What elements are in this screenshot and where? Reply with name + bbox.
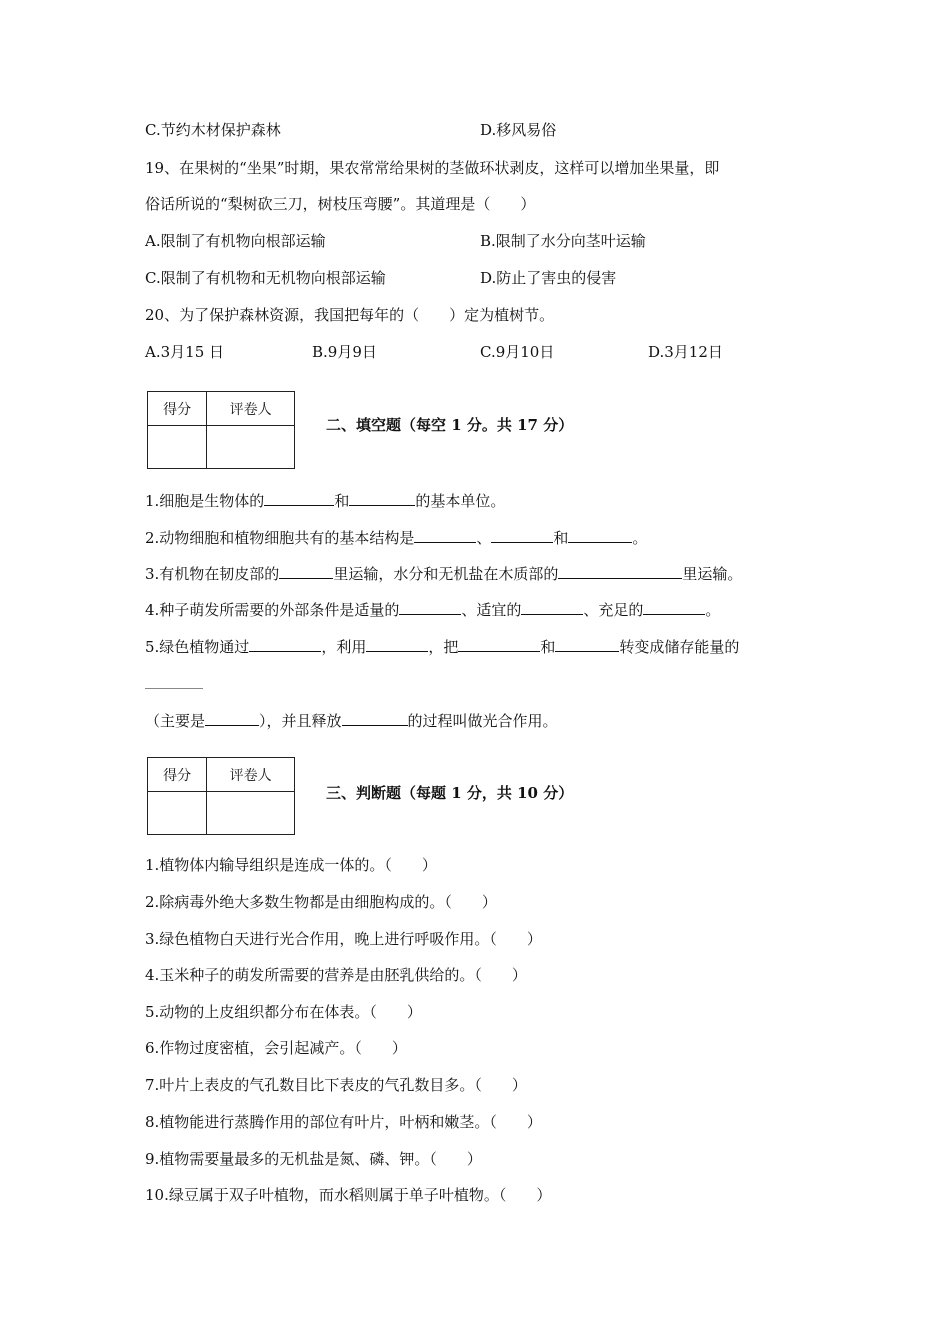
fill-q4-text-c: 、充足的 xyxy=(583,601,644,619)
grader-cell xyxy=(207,426,295,469)
judge-item-1: 1.植物体内输导组织是连成一体的。（ ） xyxy=(145,856,437,874)
fill-q5-text-f: （主要是 xyxy=(145,712,206,730)
fill-q5-text-c: ，把 xyxy=(428,638,459,656)
judge-item-2: 2.除病毒外绝大多数生物都是由细胞构成的。（ ） xyxy=(145,893,497,911)
fill-q2 xyxy=(145,526,647,548)
fill-blank xyxy=(399,598,461,615)
fill-q5-text-g: ），并且释放 xyxy=(259,712,342,730)
section3-title: 三、判断题（每题 1 分，共 10 分） xyxy=(326,784,574,802)
q19-option-b: B.限制了水分向茎叶运输 xyxy=(480,232,646,250)
q19-stem-line2: 俗话所说的“梨树砍三刀，树枝压弯腰”。其道理是（ ） xyxy=(145,195,536,213)
judge-item-4: 4.玉米种子的萌发所需要的营养是由胚乳供给的。（ ） xyxy=(145,966,527,984)
fill-q5-line2 xyxy=(145,709,558,731)
fill-q3-text-c: 里运输。 xyxy=(682,565,743,583)
fill-blank xyxy=(555,635,619,652)
q20-stem: 20、为了保护森林资源，我国把每年的（ ）定为植树节。 xyxy=(145,306,555,324)
q19-option-a: A.限制了有机物向根部运输 xyxy=(145,232,326,250)
fill-q5-text-d: 和 xyxy=(540,638,556,656)
judge-item-6: 6.作物过度密植，会引起减产。（ ） xyxy=(145,1039,407,1057)
fill-blank xyxy=(264,489,334,506)
fill-blank xyxy=(342,709,408,726)
score-label: 得分 xyxy=(148,758,207,792)
fill-blank xyxy=(366,635,428,652)
q19-stem-line1: 19、在果树的“坐果”时期，果农常常给果树的茎做环状剥皮，这样可以增加坐果量，即 xyxy=(145,159,720,177)
q19-option-d: D.防止了害虫的侵害 xyxy=(480,269,617,287)
fill-q4-text-a: 4.种子萌发所需要的外部条件是适量的 xyxy=(145,601,400,619)
fill-q2-text-c: 和 xyxy=(553,529,569,547)
fill-q5-text-a: 5.绿色植物通过 xyxy=(145,638,250,656)
fill-blank xyxy=(205,709,259,726)
fill-blank xyxy=(558,562,682,579)
fill-q4-text-b: 、适宜的 xyxy=(461,601,522,619)
fill-q5-text-b: ，利用 xyxy=(321,638,367,656)
fill-q2-text-d: 。 xyxy=(632,529,648,547)
judge-item-3: 3.绿色植物白天进行光合作用，晚上进行呼吸作用。（ ） xyxy=(145,930,542,948)
judge-item-7: 7.叶片上表皮的气孔数目比下表皮的气孔数目多。（ ） xyxy=(145,1076,527,1094)
fill-q2-text-a: 2.动物细胞和植物细胞共有的基本结构是 xyxy=(145,529,415,547)
fill-blank xyxy=(458,635,540,652)
fill-blank xyxy=(568,526,632,543)
fill-q5-blank-wrap xyxy=(145,688,203,689)
fill-q5-text-h: 的过程叫做光合作用。 xyxy=(407,712,558,730)
fill-q1 xyxy=(145,489,505,511)
q20-option-b: B.9月9日 xyxy=(312,343,377,361)
score-cell xyxy=(148,426,207,469)
grader-label: 评卷人 xyxy=(207,758,295,792)
judge-item-10: 10.绿豆属于双子叶植物，而水稻则属于单子叶植物。（ ） xyxy=(145,1186,552,1204)
grader-label: 评卷人 xyxy=(207,392,295,426)
judge-item-8: 8.植物能进行蒸腾作用的部位有叶片，叶柄和嫩茎。（ ） xyxy=(145,1113,542,1131)
score-cell xyxy=(148,792,207,835)
q20-option-a: A.3月15 日 xyxy=(145,343,224,361)
judge-item-9: 9.植物需要量最多的无机盐是氮、磷、钾。（ ） xyxy=(145,1150,482,1168)
judge-item-5: 5.动物的上皮组织都分布在体表。（ ） xyxy=(145,1003,422,1021)
fill-blank xyxy=(414,526,476,543)
fill-q2-text-b: 、 xyxy=(476,529,492,547)
fill-q5-text-e: 转变成储存能量的 xyxy=(619,638,740,656)
q18-option-c: C.节约木材保护森林 xyxy=(145,121,281,139)
fill-blank xyxy=(249,635,321,652)
fill-q1-text-a: 1.细胞是生物体的 xyxy=(145,492,265,510)
fill-q4 xyxy=(145,598,720,620)
score-label: 得分 xyxy=(148,392,207,426)
fill-blank xyxy=(279,562,333,579)
fill-q4-text-d: 。 xyxy=(705,601,721,619)
q20-option-d: D.3月12日 xyxy=(648,343,723,361)
fill-q1-text-c: 的基本单位。 xyxy=(415,492,506,510)
score-table-section3 xyxy=(147,757,295,835)
fill-blank xyxy=(491,526,553,543)
fill-q1-text-b: 和 xyxy=(334,492,350,510)
q20-option-c: C.9月10日 xyxy=(480,343,555,361)
q18-option-d: D.移风易俗 xyxy=(480,121,557,139)
fill-blank xyxy=(521,598,583,615)
fill-q3 xyxy=(145,562,742,584)
fill-blank xyxy=(349,489,415,506)
fill-q3-text-b: 里运输，水分和无机盐在木质部的 xyxy=(333,565,559,583)
grader-cell xyxy=(207,792,295,835)
fill-q5-line1 xyxy=(145,635,739,657)
score-table-section2 xyxy=(147,391,295,469)
fill-blank xyxy=(643,598,705,615)
fill-q3-text-a: 3.有机物在韧皮部的 xyxy=(145,565,280,583)
section2-title: 二、填空题（每空 1 分。共 17 分） xyxy=(326,416,574,434)
q19-option-c: C.限制了有机物和无机物向根部运输 xyxy=(145,269,386,287)
